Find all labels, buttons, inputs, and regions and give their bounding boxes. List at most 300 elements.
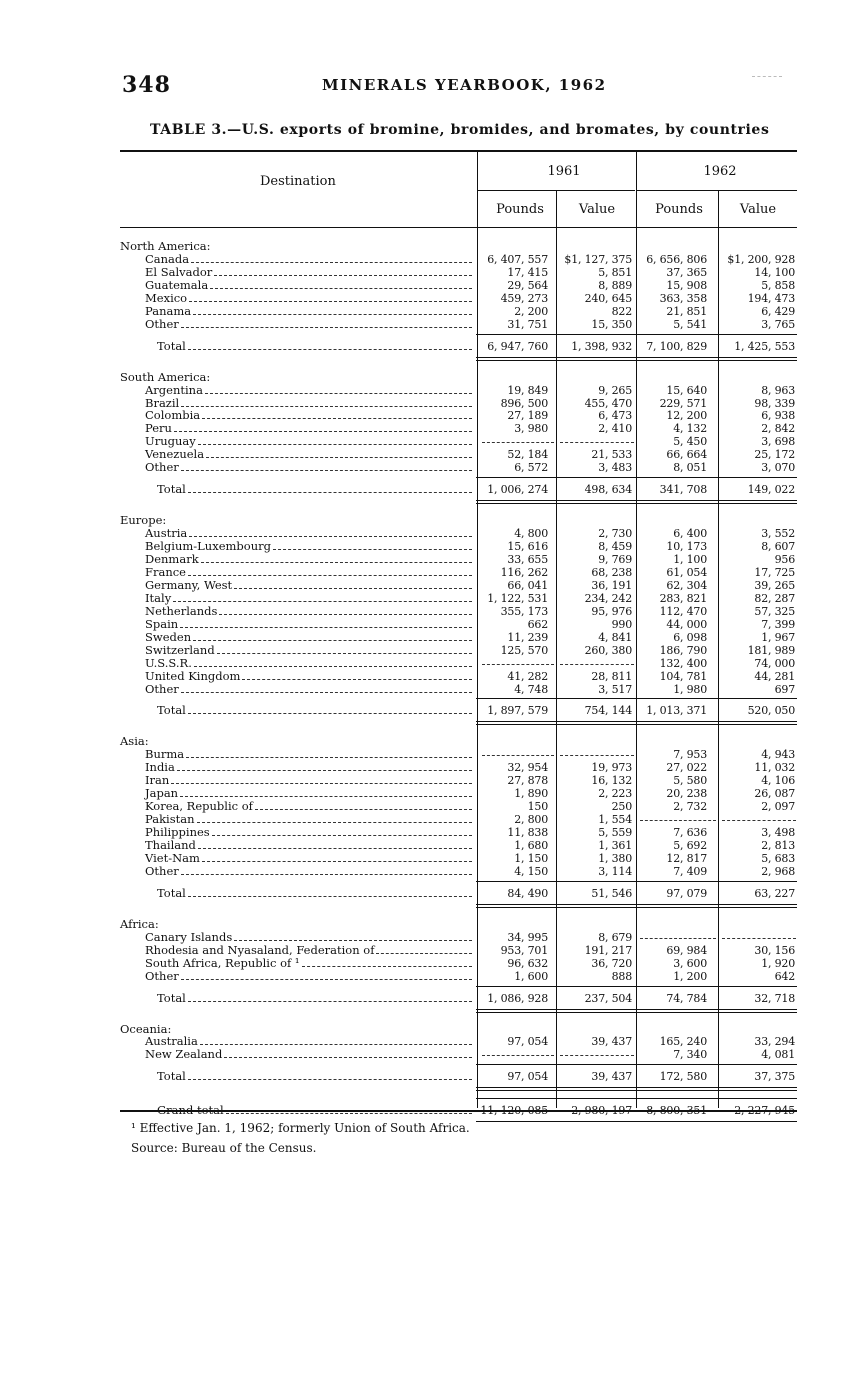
row-label: Spain bbox=[145, 616, 179, 631]
cell-value: 15, 350 bbox=[591, 317, 632, 331]
dot-leader bbox=[198, 444, 472, 445]
row-label: Denmark bbox=[145, 552, 199, 566]
cell-value: 6, 400 bbox=[673, 527, 707, 541]
cell-value: 16, 132 bbox=[591, 774, 632, 788]
cell-value: 3, 765 bbox=[761, 317, 795, 331]
cell-value: 39, 437 bbox=[591, 1070, 632, 1084]
cell-value: 112, 470 bbox=[659, 604, 707, 618]
page-number: 348 bbox=[122, 72, 171, 98]
running-head: MINERALS YEARBOOK, 1962 bbox=[322, 76, 607, 94]
total-rule-double bbox=[476, 1012, 797, 1013]
table-row bbox=[120, 957, 797, 970]
cell-value: 3, 483 bbox=[598, 461, 632, 475]
cell-value: 5, 858 bbox=[761, 278, 795, 292]
total-rule-double bbox=[476, 907, 797, 908]
total-row bbox=[120, 1070, 797, 1083]
cell-value: 9, 265 bbox=[598, 383, 632, 397]
cell-value: 4, 748 bbox=[514, 682, 548, 696]
cell-value: 3, 498 bbox=[761, 826, 795, 840]
cell-value: 33, 655 bbox=[507, 553, 548, 566]
cell-value: 4, 106 bbox=[761, 774, 795, 788]
cell-value: 8, 800, 351 bbox=[646, 1104, 707, 1118]
cell-value: 11, 838 bbox=[507, 826, 548, 840]
row-label: Sweden bbox=[145, 629, 192, 644]
table-row bbox=[120, 305, 797, 318]
cell-value: 1, 980 bbox=[673, 682, 707, 696]
cell-value: 181, 989 bbox=[747, 643, 795, 657]
cell-value: 11, 120, 085 bbox=[480, 1104, 548, 1118]
table-row bbox=[120, 318, 797, 331]
dot-leader bbox=[212, 835, 472, 836]
table-row bbox=[120, 540, 797, 553]
total-rule-double bbox=[476, 360, 797, 361]
dot-leader bbox=[217, 653, 472, 654]
cell-value: 132, 400 bbox=[659, 656, 707, 670]
cell-value: 8, 051 bbox=[673, 461, 707, 475]
total-rule-top bbox=[476, 477, 797, 478]
cell-value: 7, 100, 829 bbox=[646, 339, 707, 353]
source-note: Source: Bureau of the Census. bbox=[131, 1141, 317, 1155]
dot-leader bbox=[188, 1079, 472, 1080]
cell-value: 63, 227 bbox=[754, 886, 795, 900]
header-year-1962: 1962 bbox=[703, 164, 737, 179]
cell-value: 68, 238 bbox=[591, 565, 632, 579]
dot-leader bbox=[234, 940, 472, 941]
header-pounds-1962: Pounds bbox=[655, 202, 703, 217]
cell-value: 125, 570 bbox=[500, 643, 548, 657]
row-label: Uruguay bbox=[145, 434, 196, 449]
total-rule-top bbox=[476, 881, 797, 882]
cell-value: 36, 720 bbox=[591, 956, 632, 970]
cell-value: 33, 294 bbox=[754, 1035, 795, 1049]
cell-value: 1, 122, 531 bbox=[487, 591, 548, 605]
cell-value: 69, 984 bbox=[666, 943, 707, 957]
empty-cell-dash bbox=[482, 664, 554, 665]
cell-value: 3, 070 bbox=[761, 461, 795, 475]
cell-value: 1, 006, 274 bbox=[487, 483, 548, 497]
empty-cell-dash bbox=[722, 938, 796, 939]
empty-cell-dash bbox=[640, 820, 716, 821]
row-label: Grand total bbox=[157, 1103, 224, 1118]
table-row bbox=[120, 566, 797, 579]
cell-value: 1, 013, 371 bbox=[646, 704, 707, 718]
cell-value: 30, 156 bbox=[754, 943, 795, 957]
dot-leader bbox=[188, 896, 472, 897]
total-rule-double bbox=[476, 724, 797, 725]
dot-leader bbox=[193, 640, 472, 641]
cell-value: 97, 079 bbox=[666, 886, 707, 900]
dot-leader bbox=[202, 861, 472, 862]
cell-value: 104, 781 bbox=[659, 669, 707, 683]
cell-value: 39, 437 bbox=[591, 1035, 632, 1049]
cell-value: 283, 821 bbox=[659, 591, 707, 605]
cell-value: 32, 718 bbox=[754, 991, 795, 1005]
cell-value: 3, 114 bbox=[598, 864, 632, 878]
cell-value: 1, 086, 928 bbox=[487, 991, 548, 1005]
cell-value: 61, 054 bbox=[666, 565, 707, 579]
cell-value: 642 bbox=[774, 969, 795, 983]
cell-value: 6, 947, 760 bbox=[487, 339, 548, 353]
header-rule-1962 bbox=[637, 190, 797, 191]
cell-value: $1, 200, 928 bbox=[727, 252, 795, 266]
table-row bbox=[120, 553, 797, 566]
cell-value: 7, 399 bbox=[761, 617, 795, 631]
total-row bbox=[120, 704, 797, 717]
cell-value: 82, 287 bbox=[754, 591, 795, 605]
cell-value: 8, 459 bbox=[598, 540, 632, 554]
cell-value: $1, 127, 375 bbox=[564, 252, 632, 266]
cell-value: 250 bbox=[611, 800, 632, 814]
dot-leader bbox=[188, 575, 472, 576]
cell-value: 237, 504 bbox=[584, 991, 632, 1005]
cell-value: 5, 450 bbox=[673, 435, 707, 449]
cell-value: 1, 600 bbox=[514, 969, 548, 983]
cell-value: 165, 240 bbox=[659, 1035, 707, 1049]
dot-leader bbox=[194, 666, 472, 667]
dot-leader bbox=[206, 457, 472, 458]
total-rule-top bbox=[476, 334, 797, 335]
header-year-1961: 1961 bbox=[547, 164, 581, 179]
cell-value: 2, 097 bbox=[761, 800, 795, 814]
header-value-1961: Value bbox=[578, 202, 616, 217]
table-row bbox=[120, 579, 797, 592]
region-label: Asia: bbox=[120, 734, 149, 749]
cell-value: 3, 552 bbox=[761, 527, 795, 541]
region-heading-row bbox=[120, 514, 797, 527]
total-rule-bottom bbox=[476, 357, 797, 358]
total-rule-bottom bbox=[476, 500, 797, 501]
total-row bbox=[120, 992, 797, 1005]
empty-cell-dash bbox=[482, 442, 554, 443]
cell-value: 1, 361 bbox=[598, 839, 632, 852]
table-row bbox=[120, 384, 797, 397]
dot-leader bbox=[226, 1113, 472, 1114]
region-label: South America: bbox=[120, 369, 211, 384]
row-label: Argentina bbox=[145, 382, 203, 397]
dot-leader bbox=[189, 301, 472, 302]
cell-value: 1, 680 bbox=[514, 839, 548, 852]
dot-leader bbox=[273, 549, 472, 550]
dot-leader bbox=[174, 431, 472, 432]
dot-leader bbox=[188, 492, 472, 493]
region-label: Oceania: bbox=[120, 1021, 172, 1036]
table-row bbox=[120, 761, 797, 774]
row-label: Burma bbox=[145, 747, 185, 762]
empty-cell-dash bbox=[560, 1055, 634, 1056]
dot-leader bbox=[171, 783, 472, 784]
row-label: U.S.S.R. bbox=[145, 655, 192, 670]
table-row bbox=[120, 839, 797, 852]
cell-value: 1, 425, 553 bbox=[734, 339, 795, 353]
cell-value: 5, 580 bbox=[673, 774, 707, 788]
cell-value: 44, 000 bbox=[666, 617, 707, 631]
dot-leader bbox=[181, 470, 472, 471]
cell-value: 31, 751 bbox=[507, 317, 548, 331]
cell-value: 4, 841 bbox=[598, 630, 632, 644]
dot-leader bbox=[173, 601, 472, 602]
total-rule-top bbox=[476, 1064, 797, 1065]
cell-value: 11, 032 bbox=[754, 761, 795, 775]
cell-value: 84, 490 bbox=[507, 886, 548, 900]
cell-value: 44, 281 bbox=[754, 669, 795, 683]
row-label: Iran bbox=[145, 773, 170, 788]
total-row bbox=[120, 887, 797, 900]
row-label: Total bbox=[157, 703, 186, 718]
cell-value: 1, 150 bbox=[514, 851, 548, 865]
cell-value: 37, 375 bbox=[754, 1070, 795, 1084]
cell-value: 2, 223 bbox=[598, 787, 632, 801]
cell-value: 6, 098 bbox=[673, 630, 707, 644]
cell-value: 2, 732 bbox=[673, 800, 707, 814]
total-rule-bottom bbox=[476, 1087, 797, 1088]
row-label: New Zealand bbox=[145, 1047, 223, 1062]
cell-value: 41, 282 bbox=[507, 669, 548, 683]
dot-leader bbox=[181, 406, 472, 407]
total-rule-double bbox=[476, 1090, 797, 1091]
table-row bbox=[120, 1048, 797, 1061]
cell-value: 6, 938 bbox=[761, 409, 795, 423]
table-top-rule bbox=[120, 150, 797, 152]
table-row bbox=[120, 944, 797, 957]
cell-value: 355, 173 bbox=[500, 604, 548, 618]
cell-value: 57, 325 bbox=[754, 604, 795, 618]
dot-leader bbox=[255, 809, 472, 810]
header-destination: Destination bbox=[260, 174, 336, 189]
row-label: El Salvador bbox=[145, 264, 213, 279]
cell-value: 96, 632 bbox=[507, 956, 548, 970]
cell-value: 186, 790 bbox=[659, 643, 707, 657]
table-row bbox=[120, 748, 797, 761]
cell-value: 36, 191 bbox=[591, 578, 632, 592]
footnote-1: ¹ Effective Jan. 1, 1962; formerly Union of South Africa. bbox=[131, 1121, 470, 1135]
cell-value: 15, 616 bbox=[507, 540, 548, 554]
cell-value: 19, 849 bbox=[507, 383, 548, 397]
row-label: Italy bbox=[145, 590, 172, 605]
cell-value: 341, 708 bbox=[659, 483, 707, 497]
cell-value: 4, 081 bbox=[761, 1048, 795, 1062]
row-label: Other bbox=[145, 863, 179, 878]
row-label: Total bbox=[157, 338, 186, 353]
row-label: Japan bbox=[145, 786, 179, 801]
cell-value: 116, 262 bbox=[500, 565, 548, 579]
cell-value: 74, 000 bbox=[754, 656, 795, 670]
cell-value: 27, 022 bbox=[666, 761, 707, 775]
total-row bbox=[120, 483, 797, 496]
cell-value: 363, 358 bbox=[659, 291, 707, 305]
region-label: Africa: bbox=[120, 916, 159, 931]
dot-leader bbox=[180, 796, 472, 797]
cell-value: 25, 172 bbox=[754, 448, 795, 462]
cell-value: 34, 995 bbox=[507, 930, 548, 944]
table-row bbox=[120, 657, 797, 670]
table-row bbox=[120, 397, 797, 410]
total-rule-bottom bbox=[476, 1121, 797, 1122]
cell-value: 14, 100 bbox=[754, 265, 795, 279]
row-label: Other bbox=[145, 316, 179, 331]
region-label: Europe: bbox=[120, 513, 167, 528]
cell-value: 1, 100 bbox=[673, 553, 707, 566]
cell-value: 26, 087 bbox=[754, 787, 795, 801]
cell-value: 896, 500 bbox=[500, 396, 548, 410]
table-row bbox=[120, 618, 797, 631]
cell-value: 1, 920 bbox=[761, 956, 795, 970]
row-label: Netherlands bbox=[145, 603, 218, 618]
cell-value: 2, 968 bbox=[761, 864, 795, 878]
cell-value: 6, 656, 806 bbox=[646, 252, 707, 266]
table-row bbox=[120, 865, 797, 878]
cell-value: 498, 634 bbox=[584, 483, 632, 497]
cell-value: 2, 730 bbox=[598, 527, 632, 541]
row-label: Germany, West bbox=[145, 577, 233, 592]
row-label: South Africa, Republic of ¹ bbox=[145, 955, 300, 970]
row-label: Guatemala bbox=[145, 277, 209, 292]
cell-value: 51, 546 bbox=[591, 886, 632, 900]
table-row bbox=[120, 774, 797, 787]
row-label: Belgium-Luxembourg bbox=[145, 539, 271, 554]
cell-value: 7, 340 bbox=[673, 1048, 707, 1062]
row-label: Mexico bbox=[145, 290, 188, 305]
empty-cell-dash bbox=[560, 442, 634, 443]
cell-value: 52, 184 bbox=[507, 448, 548, 462]
dot-leader bbox=[201, 562, 472, 563]
dot-leader bbox=[188, 349, 472, 350]
dot-leader bbox=[242, 679, 472, 680]
region-label: North America: bbox=[120, 239, 211, 253]
row-label: Rhodesia and Nyasaland, Federation of bbox=[145, 942, 375, 957]
cell-value: 194, 473 bbox=[747, 291, 795, 305]
table-row bbox=[120, 292, 797, 305]
dot-leader bbox=[191, 262, 472, 263]
cell-value: 12, 200 bbox=[666, 409, 707, 423]
cell-value: 3, 600 bbox=[673, 956, 707, 970]
cell-value: 3, 698 bbox=[761, 435, 795, 449]
cell-value: 2, 200 bbox=[514, 304, 548, 318]
empty-cell-dash bbox=[560, 664, 634, 665]
dot-leader bbox=[214, 275, 472, 276]
total-rule-bottom bbox=[476, 721, 797, 722]
cell-value: 5, 692 bbox=[673, 839, 707, 852]
row-label: Total bbox=[157, 990, 186, 1005]
row-label: Austria bbox=[145, 526, 188, 541]
cell-value: 2, 842 bbox=[761, 422, 795, 436]
table-row bbox=[120, 813, 797, 826]
empty-cell-dash bbox=[482, 755, 554, 756]
dot-leader bbox=[181, 327, 472, 328]
cell-value: 66, 664 bbox=[666, 448, 707, 462]
dot-leader bbox=[376, 953, 472, 954]
table-row bbox=[120, 670, 797, 683]
dot-leader bbox=[189, 536, 472, 537]
table-row bbox=[120, 435, 797, 448]
cell-value: 150 bbox=[527, 800, 548, 814]
cell-value: 4, 132 bbox=[673, 422, 707, 436]
dot-leader bbox=[302, 966, 472, 967]
cell-value: 888 bbox=[611, 969, 632, 983]
cell-value: 98, 339 bbox=[754, 396, 795, 410]
cell-value: 8, 679 bbox=[598, 930, 632, 944]
header-bottom-rule bbox=[120, 227, 797, 228]
cell-value: 459, 273 bbox=[500, 291, 548, 305]
row-label: Venezuela bbox=[145, 447, 205, 462]
cell-value: 6, 407, 557 bbox=[487, 252, 548, 266]
row-label: Canary Islands bbox=[145, 929, 233, 944]
dot-leader bbox=[200, 1044, 472, 1045]
cell-value: 260, 380 bbox=[584, 643, 632, 657]
row-label: Colombia bbox=[145, 408, 201, 423]
cell-value: 97, 054 bbox=[507, 1070, 548, 1084]
cell-value: 8, 963 bbox=[761, 383, 795, 397]
cell-value: 2, 813 bbox=[761, 839, 795, 852]
cell-value: 1, 890 bbox=[514, 787, 548, 801]
table-row bbox=[120, 592, 797, 605]
cell-value: 4, 150 bbox=[514, 864, 548, 878]
empty-cell-dash bbox=[640, 938, 716, 939]
table-row bbox=[120, 409, 797, 422]
cell-value: 1, 380 bbox=[598, 851, 632, 865]
row-label: India bbox=[145, 760, 175, 775]
dot-leader bbox=[186, 757, 472, 758]
cell-value: 7, 409 bbox=[673, 864, 707, 878]
cell-value: 10, 173 bbox=[666, 540, 707, 554]
cell-value: 1, 200 bbox=[673, 969, 707, 983]
cell-value: 2, 227, 945 bbox=[734, 1104, 795, 1118]
cell-value: 455, 470 bbox=[584, 396, 632, 410]
row-label: France bbox=[145, 564, 186, 579]
cell-value: 1, 554 bbox=[598, 813, 632, 827]
row-label: Australia bbox=[145, 1034, 198, 1049]
total-rule-top bbox=[476, 986, 797, 987]
cell-value: 17, 725 bbox=[754, 565, 795, 579]
total-rule-top bbox=[476, 698, 797, 699]
cell-value: 17, 415 bbox=[507, 265, 548, 279]
row-label: Philippines bbox=[145, 825, 210, 840]
table-row bbox=[120, 644, 797, 657]
cell-value: 11, 239 bbox=[507, 630, 548, 644]
dot-leader bbox=[210, 288, 472, 289]
dot-leader bbox=[198, 848, 472, 849]
cell-value: 822 bbox=[611, 304, 632, 318]
table-row bbox=[120, 422, 797, 435]
cell-value: 953, 701 bbox=[500, 943, 548, 957]
cell-value: 5, 851 bbox=[598, 265, 632, 279]
row-label: Panama bbox=[145, 303, 192, 318]
dot-leader bbox=[219, 614, 472, 615]
dot-leader bbox=[188, 1001, 472, 1002]
cell-value: 5, 559 bbox=[598, 826, 632, 840]
dot-leader bbox=[202, 418, 472, 419]
dot-leader bbox=[197, 822, 472, 823]
empty-cell-dash bbox=[560, 755, 634, 756]
region-heading-row bbox=[120, 735, 797, 748]
table-row bbox=[120, 800, 797, 813]
cell-value: 12, 817 bbox=[666, 851, 707, 865]
cell-value: 15, 908 bbox=[666, 278, 707, 292]
cell-value: 32, 954 bbox=[507, 761, 548, 775]
dot-leader bbox=[234, 588, 472, 589]
table-row bbox=[120, 448, 797, 461]
cell-value: 8, 607 bbox=[761, 540, 795, 554]
dot-leader bbox=[181, 692, 472, 693]
cell-value: 2, 980, 197 bbox=[571, 1104, 632, 1118]
row-label: Total bbox=[157, 482, 186, 497]
cell-value: 3, 517 bbox=[598, 682, 632, 696]
cell-value: 191, 217 bbox=[584, 943, 632, 957]
cell-value: 66, 041 bbox=[507, 578, 548, 592]
cell-value: 62, 304 bbox=[666, 578, 707, 592]
table-row bbox=[120, 279, 797, 292]
row-label: Other bbox=[145, 681, 179, 696]
cell-value: 990 bbox=[611, 617, 632, 631]
